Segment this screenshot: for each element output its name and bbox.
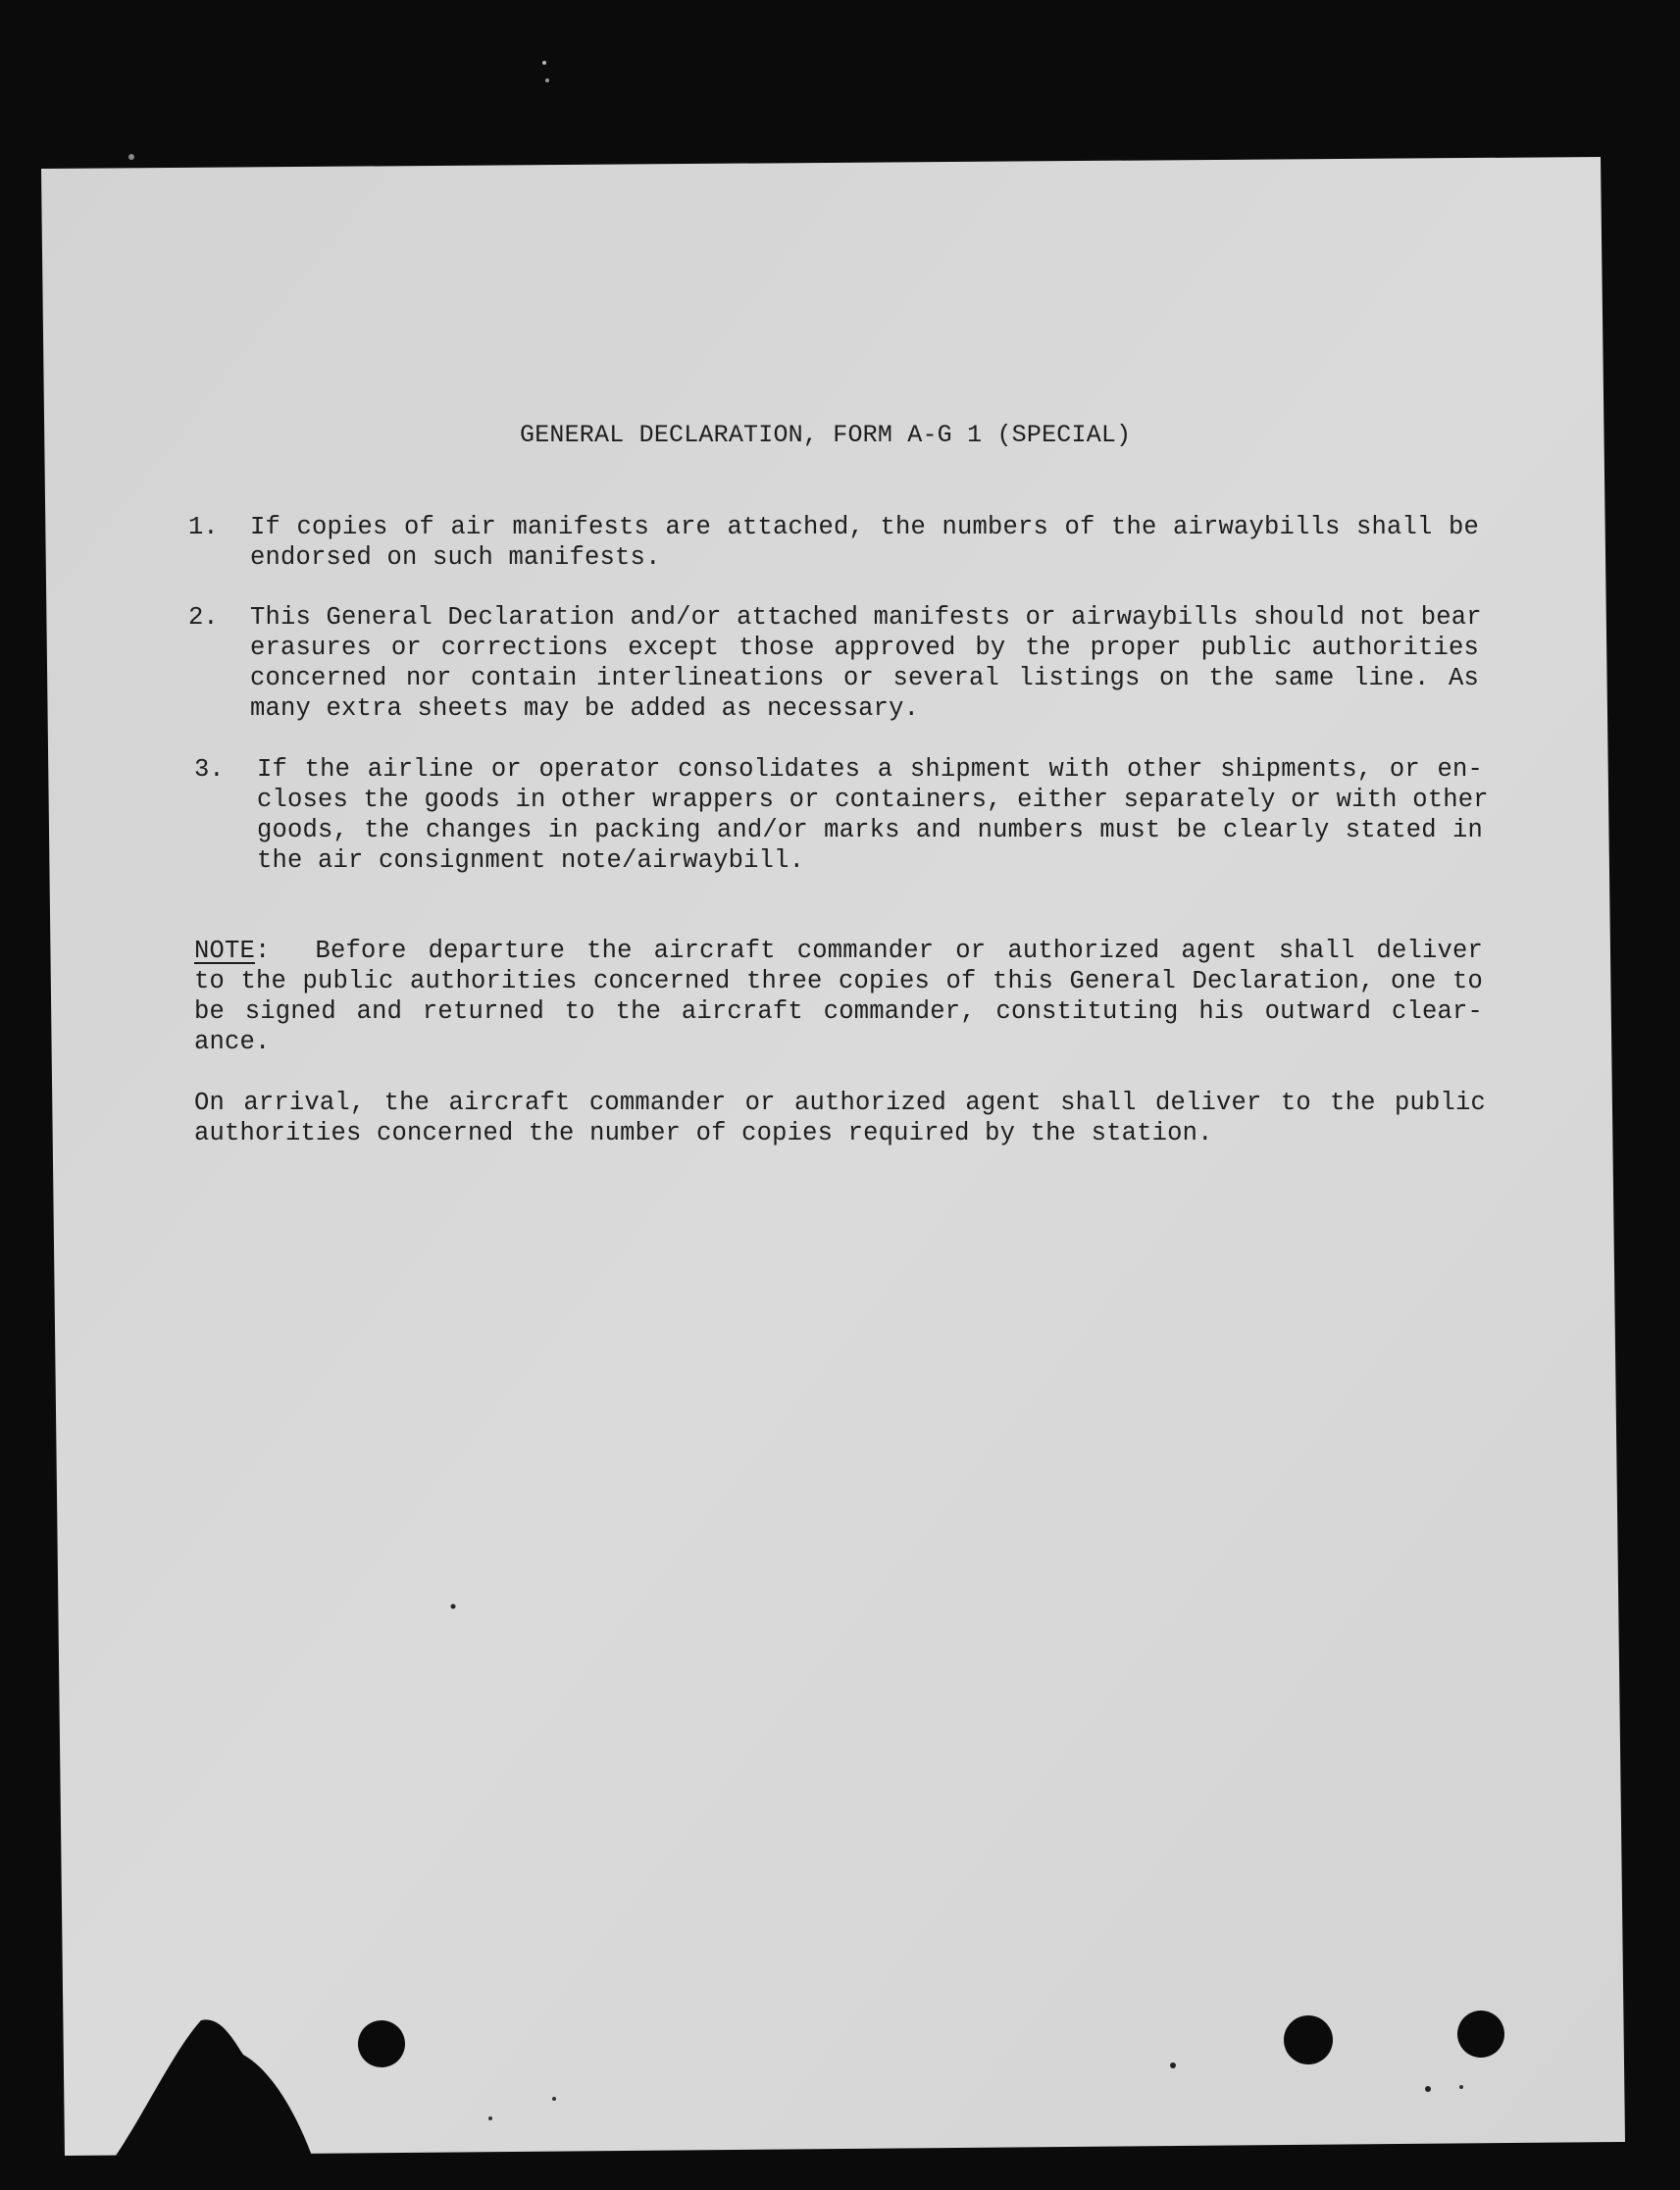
item-1-number: 1.	[188, 513, 219, 541]
arrival-paragraph	[194, 1088, 1486, 1148]
note-line: be signed and returned to the aircraft commander, constituting his outward clear-	[194, 997, 1483, 1026]
item-3-number: 3.	[194, 755, 225, 784]
note-colon: :	[255, 937, 271, 965]
item-2-line: many extra sheets may be added as necessary.	[250, 694, 920, 723]
note-label-group	[194, 936, 271, 966]
item-1-text	[250, 512, 1479, 573]
item-2-line: erasures or corrections except those approved by the proper public authorities	[250, 634, 1479, 662]
note-label: NOTE	[194, 937, 256, 965]
note-first-line	[194, 936, 1483, 966]
note-line: to the public authorities concerned three copies of this General Declaration, one to	[194, 967, 1483, 995]
item-3-line: If the airline or operator consolidates a shipment with other shipments, or en-	[257, 755, 1483, 784]
item-3-text	[257, 754, 1489, 876]
item-2-text	[250, 602, 1482, 724]
note-line: ance.	[194, 1028, 271, 1056]
note-first-line-text: Before departure the aircraft commander or authorized agent shall deliver	[315, 937, 1483, 965]
item-3-line: the air consignment note/airwaybill.	[257, 846, 805, 875]
note-paragraph	[194, 936, 1483, 1057]
item-3-line: goods, the changes in packing and/or marks and numbers must be clearly stated in	[257, 816, 1483, 844]
item-1-line: If copies of air manifests are attached, the numbers of the airwaybills shall be	[250, 513, 1479, 541]
item-2-line: concerned nor contain interlineations or several listings on the same line. As	[250, 664, 1479, 692]
form-title: GENERAL DECLARATION, FORM A-G 1 (SPECIAL)	[520, 421, 1132, 449]
arrival-line: authorities concerned the number of copies required by the station.	[194, 1119, 1213, 1147]
arrival-line: On arrival, the aircraft commander or authorized agent shall deliver to the public	[194, 1089, 1486, 1117]
item-1-line: endorsed on such manifests.	[250, 543, 661, 572]
item-3-line: closes the goods in other wrappers or containers, either separately or with other	[257, 786, 1489, 814]
item-2-number: 2.	[188, 603, 219, 632]
item-2-line: This General Declaration and/or attached manifests or airwaybills should not bear	[250, 603, 1482, 632]
